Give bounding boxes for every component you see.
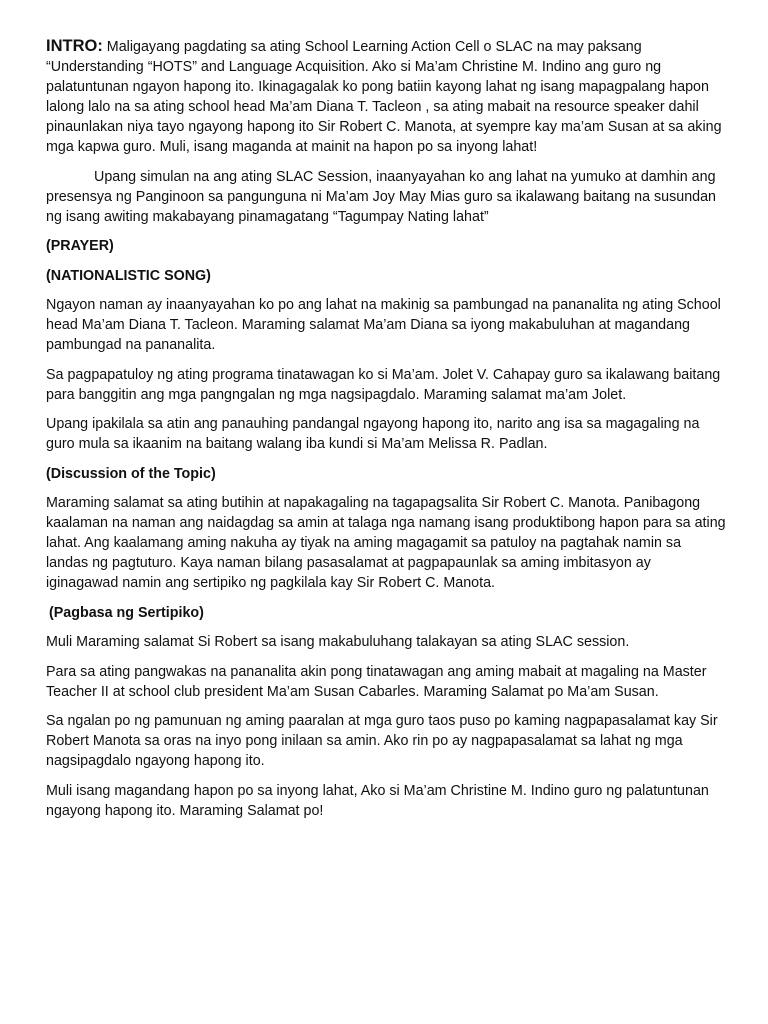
nationalistic-song-heading: (NATIONALISTIC SONG) bbox=[46, 267, 211, 284]
farewell-paragraph: Muli isang magandang hapon po sa inyong lahat, Ako si Ma’am Christine M. Indino guro ng palatuntunan ngayong hapong ito. Maraming Salamat po! bbox=[46, 782, 709, 819]
intro-text: Maligayang pagdating sa ating School Learning Action Cell o SLAC na may paksang “Understanding “HOTS” and Language Acquisition. Ako si Ma’am Christine M. Indino ang guro ng palatuntunan ngayon hapong ito. Ikinagagalak ko pong batiin kayong lahat ng isang mapagpalang hapon lalong lalo na sa ating school head Ma’am Diana T. Tacleon , sa ating mabait na resource speaker dahil pinaunlakan niya tayo ngayong hapong ito Sir Robert C. Manota, at syempre kay ma’am Susan at sa aking mga kapwa guro. Muli, isang maganda at mainit na hapon po sa inyong lahat! bbox=[46, 39, 722, 155]
thanks-again-paragraph: Muli Maraming salamat Si Robert sa isang makabuluhang talakayan sa ating SLAC session. bbox=[46, 634, 630, 650]
head-remarks-paragraph: Ngayon naman ay inaanyayahan ko po ang lahat na makinig sa pambungad na pananalita ng ating School head Ma’am Diana T. Tacleon. Maraming salamat Ma’am Diana sa iyong makabuluhan at magandang pambungad na pananalita. bbox=[46, 297, 721, 353]
intro-label: INTRO: bbox=[46, 37, 103, 55]
thanks-speaker-paragraph: Maraming salamat sa ating butihin at napakagaling na tagapagsalita Sir Robert C. Manota. Panibagong kaalaman na naman ang naidagdag sa amin at talaga nga namang isang produktibong hapon para sa ating lahat. Ang kaalamang aming nakuha ay tiyak na aming magagamit sa patuloy na pagtahak namin sa landas ng pagtuturo. Kaya naman bilang pasasalamat at pagpapaunlak sa aming imbitasyon ay iginagawad namin ang sertipiko ng pagkilala kay Sir Robert C. Manota. bbox=[46, 495, 726, 591]
acknowledgement-paragraph: Sa pagpapatuloy ng ating programa tinatawagan ko si Ma’am. Jolet V. Cahapay guro sa ikalawang baitang para banggitin ang mga pangngalan ng mga nagsipagdalo. Maraming salamat ma’am Jolet. bbox=[46, 366, 721, 403]
speaker-introduction-paragraph: Upang ipakilala sa atin ang panauhing pandangal ngayong hapong ito, narito ang isa sa magagaling na guro mula sa ikaanim na baitang walang iba kundi si Ma’am Melissa R. Padlan. bbox=[46, 416, 700, 452]
intro-paragraph bbox=[46, 36, 726, 157]
discussion-heading: (Discussion of the Topic) bbox=[46, 465, 216, 482]
prayer-heading: (PRAYER) bbox=[46, 238, 114, 254]
document-page bbox=[46, 36, 726, 830]
certificate-heading: (Pagbasa ng Sertipiko) bbox=[49, 604, 204, 621]
opening-paragraph: Upang simulan na ang ating SLAC Session, inaanyayahan ko ang lahat na yumuko at damhin ang presensya ng Panginoon sa pangunguna ni Ma’am Joy May Mias guro sa ikalawang baitang na susundan ng isang awiting makabayang pinamagatang “Tagumpay Nating lahat” bbox=[46, 168, 717, 225]
closing-remarks-call-paragraph: Para sa ating pangwakas na pananalita akin pong tinatawagan ang aming mabait at magaling na Master Teacher II at school club president Ma’am Susan Cabarles. Maraming Salamat po Ma’am Susan. bbox=[46, 663, 707, 700]
gratitude-paragraph: Sa ngalan po ng pamunuan ng aming paaralan at mga guro taos puso po kaming nagpapasalamat kay Sir Robert Manota sa oras na inyo pong inilaan sa amin. Ako rin po ay nagpapasalamat sa lahat ng mga nagsipagdalo ngayong hapong ito. bbox=[46, 713, 718, 769]
